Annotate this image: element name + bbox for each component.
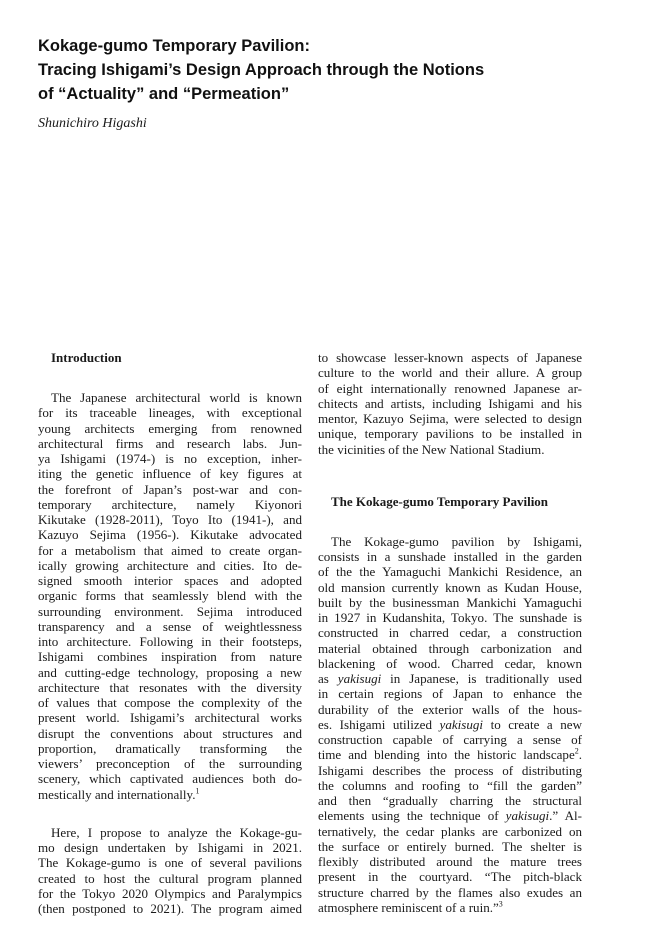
- text-line: transparency and a sense of weightlessness: [38, 618, 302, 634]
- text-line: mestically and internationally.: [38, 786, 196, 802]
- text-line: Kazuyo Sejima (1956-). Kikutake advocated: [38, 527, 302, 543]
- text-line: chitects and artists, including Ishigami and his: [318, 395, 582, 411]
- text-line: ically growing architecture and cities. Ito de-: [38, 557, 302, 573]
- text-line: proportion, dramatically transforming the: [38, 740, 302, 756]
- text-line: for its traceable lineages, with exceptional: [38, 405, 302, 421]
- text-line: viewers’ preconception of the surrounding: [38, 756, 302, 771]
- text-line: architecture that resonates with the diversity: [38, 679, 302, 695]
- text-line: ternatively, the cedar planks are carbonized on: [318, 823, 582, 839]
- text-line: blackening of wood. Charred cedar, known: [318, 655, 582, 671]
- text-line: of values that compose the complexity of the: [38, 695, 302, 710]
- text-line: as yakisugi in Japanese, is traditionally used: [318, 671, 582, 686]
- text-line: of eight internationally renowned Japanese ar-: [318, 380, 582, 396]
- text-line: construction capable of carrying a sense of: [318, 732, 582, 747]
- section-heading-pavilion: The Kokage-gumo Temporary Pavilion: [331, 493, 549, 509]
- text-line: flexibly distributed around the mature trees: [318, 854, 582, 869]
- text-line: signed smooth interior spaces and adopted: [38, 573, 302, 588]
- footnote-marker: 3: [498, 899, 503, 909]
- text-line: The Kokage-gumo is one of several pavilions: [38, 855, 302, 871]
- text-line: to showcase lesser-known aspects of Japanese: [318, 350, 582, 365]
- text-line: consists in a sunshade installed in the garden: [318, 549, 582, 564]
- italic-term: yakisugi: [337, 671, 382, 686]
- paragraph: [318, 534, 582, 915]
- title-line: of “Actuality” and “Permeation”: [38, 85, 290, 103]
- text-line: durability of the exterior walls of the hous-: [318, 701, 582, 717]
- text-line: unique, temporary pavilions to be installed in: [318, 426, 582, 442]
- text-line: time and blending into the historic landscape$^2$.: [318, 746, 582, 763]
- text-line: scenery, which captivated audiences both do-: [38, 771, 302, 787]
- text-line: the columns and roofing to “fill the garden”: [318, 777, 582, 793]
- text-line: surrounding environment. Sejima introduced: [38, 603, 302, 619]
- section-heading-introduction: Introduction: [51, 350, 122, 365]
- text-line: structure charred by the flames also exudes an: [318, 884, 582, 900]
- title-line: Tracing Ishigami’s Design Approach through the Notions: [38, 61, 485, 79]
- text-line: disrupt the conventions about structures and: [38, 725, 302, 741]
- text-line: iting the genetic influence of key figures at: [38, 466, 302, 482]
- text-line: Kikutake (1928-2011), Toyo Ito (1941-), and: [38, 512, 302, 527]
- text-line: Ishigami describes the process of distributing: [318, 762, 582, 778]
- right-column: [318, 350, 582, 915]
- text-line: old mansion currently known as Kudan House,: [318, 579, 582, 595]
- text-line: (then postponed to 2021). The program aimed: [38, 901, 302, 916]
- text-line: the surface or entirely burned. The shelter is: [318, 838, 582, 854]
- text-line: Ishigami combines inspiration from nature: [38, 649, 302, 665]
- text-line: atmosphere reminiscent of a ruin.”$^3$: [318, 899, 503, 915]
- text-line: ya Ishigami (1974-) is no exception, inher-: [38, 451, 302, 466]
- paragraph: [38, 390, 302, 802]
- text-line: and then “gradually charring the structural: [318, 793, 582, 808]
- text-line: elements using the technique of yakisugi.” Al-: [318, 808, 582, 824]
- article-title: [38, 34, 618, 106]
- text-line: into architecture. Following in their footsteps,: [38, 634, 302, 649]
- text-line: present in the courtyard. “The pitch-black: [318, 869, 582, 885]
- text-line: organic forms that seamlessly blend with the: [38, 588, 302, 604]
- text-line: built by the businessman Mankichi Yamaguchi: [318, 594, 582, 610]
- left-column: [38, 350, 302, 916]
- text-line: the vicinities of the New National Stadium.: [318, 441, 545, 457]
- text-line: the forefront of Japan’s post-war and con-: [38, 481, 302, 497]
- text-line: in certain regions of Japan to enhance the: [318, 686, 582, 702]
- text-line: The Japanese architectural world is known: [51, 390, 302, 405]
- text-line: material obtained through carbonization and: [318, 640, 582, 656]
- text-line: and cutting-edge technology, proposing a new: [38, 664, 302, 680]
- text-line: temporary architecture, namely Kiyonori: [38, 496, 302, 512]
- text-line: in 1927 in Kudanshita, Tokyo. The sunshade is: [318, 610, 582, 625]
- text-line: young architects emerging from renowned: [38, 420, 302, 436]
- text-line: for the Tokyo 2020 Olympics and Paralympics: [38, 885, 302, 901]
- footnote-marker: 2: [574, 746, 579, 756]
- text-line: mo design undertaken by Ishigami in 2021.: [38, 840, 302, 855]
- text-line: present world. Ishigami’s architectural works: [38, 710, 302, 726]
- text-line: culture to the world and their allure. A group: [318, 365, 582, 381]
- text-line-wrap: [38, 787, 302, 802]
- text-line: constructed in charred cedar, a construction: [318, 625, 582, 641]
- text-line: of the the Yamaguchi Mankichi Residence, an: [318, 564, 582, 580]
- text-line: es. Ishigami utilized yakisugi to create a new: [318, 716, 583, 732]
- title-line: Kokage-gumo Temporary Pavilion:: [38, 37, 310, 55]
- paragraph: [38, 825, 302, 917]
- text-line: The Kokage-gumo pavilion by Ishigami,: [331, 533, 582, 549]
- text-line: mentor, Kazuyo Sejima, were selected to design: [318, 411, 582, 426]
- italic-term: yakisugi: [439, 716, 484, 732]
- text-line: created to host the cultural program planned: [38, 870, 302, 886]
- text-line: for a metabolism that aimed to create organ-: [38, 542, 302, 558]
- text-line: Here, I propose to analyze the Kokage-gu-: [51, 824, 302, 840]
- paragraph: [318, 350, 582, 457]
- author-name: Shunichiro Higashi: [38, 116, 147, 131]
- footnote-marker: 1: [195, 786, 200, 796]
- text-line: architectural firms and research labs. Jun-: [38, 435, 302, 451]
- italic-term: yakisugi: [505, 808, 550, 824]
